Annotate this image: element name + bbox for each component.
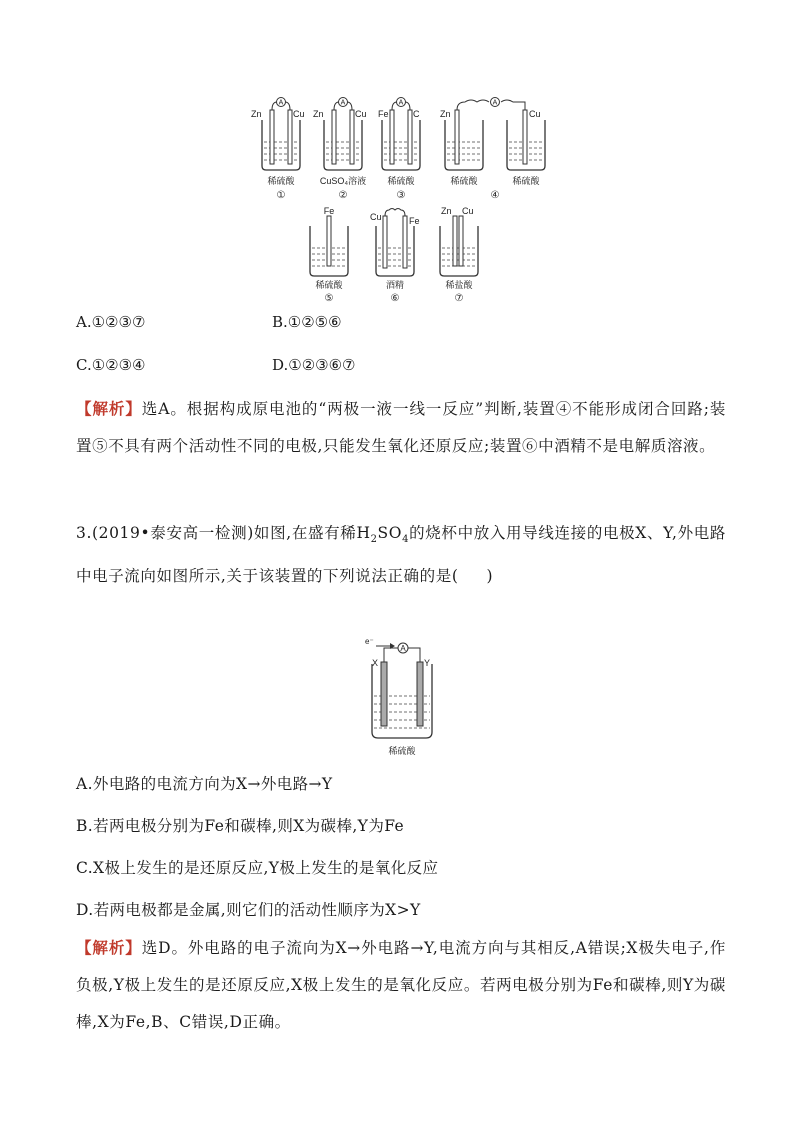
q3-option-c: C.X极上发生的是还原反应,Y极上发生的是氧化反应 [76, 859, 439, 877]
q2-explain-tag: 【解析】 [76, 399, 142, 418]
meter-label-3: A [398, 99, 404, 107]
device-5 [310, 206, 348, 304]
device-num-5: ⑤ [324, 293, 334, 304]
solution-3: 稀硫酸 [387, 176, 415, 186]
device-7 [440, 206, 478, 304]
electrode-1b: Cu [293, 109, 305, 119]
solution-6: 酒精 [385, 280, 405, 290]
q3-stem-c: 的烧杯中放入用导线连接的电极X、Y,外电路中电子流向如图所示,关于该装置的下列说法正确的是( [76, 524, 726, 586]
q2-option-c: C.①②③④ [76, 356, 146, 374]
electrode-2a: Zn [313, 109, 324, 119]
devices-diagram [240, 96, 560, 304]
q2-option-a: A.①②③⑦ [76, 313, 146, 331]
q3-stem-b: SO [377, 524, 403, 542]
q3-stem-sub1: 2 [370, 534, 378, 546]
solution-4a: 稀硫酸 [450, 176, 478, 186]
electrode-4a: Zn [440, 109, 451, 119]
devices-figure [240, 96, 560, 304]
electrode-6a: Cu [370, 212, 382, 222]
solution-5: 稀硫酸 [315, 280, 343, 290]
device-3 [378, 98, 420, 202]
electrode-7b: Cu [462, 206, 474, 216]
electrode-4b: Cu [529, 109, 541, 119]
electrode-3a: Fe [378, 109, 389, 119]
q3-explain-tag: 【解析】 [76, 938, 142, 957]
electrode-5a: Fe [323, 206, 335, 216]
q3-explain-text: 选D。外电路的电子流向为X→外电路→Y,电流方向与其相反,A错误;X极失电子,作负极,Y极上发生的是还原反应,X极上发生的是氧化反应。若两电极分别为Fe和碳棒,则Y为碳棒,X为Fe,B、C错误,D正确。 [76, 939, 726, 1031]
q3-cell-diagram [362, 634, 442, 764]
device-num-4: ④ [490, 190, 500, 201]
device-num-3: ③ [396, 190, 406, 201]
device-num-7: ⑦ [454, 293, 464, 304]
q3-explanation [76, 929, 726, 1041]
q3-electron-label: e⁻ [365, 637, 374, 646]
meter-label-2: A [340, 99, 346, 107]
q3-stem-d: ) [486, 567, 494, 586]
q3-option-a: A.外电路的电流方向为X→外电路→Y [76, 775, 333, 793]
q3-stem-a: 3.(2019•泰安高一检测)如图,在盛有稀H [76, 524, 371, 542]
electrode-1a: Zn [251, 109, 262, 119]
q3-meter-label: A [400, 644, 406, 653]
meter-label-1: A [278, 99, 284, 107]
q3-solution-label: 稀硫酸 [388, 746, 416, 756]
q3-stem [76, 515, 726, 595]
q3-stem-sub2: 4 [402, 534, 410, 546]
electrode-3b: C [413, 109, 420, 119]
q3-figure [362, 634, 442, 764]
q3-option-b: B.若两电极分别为Fe和碳棒,则X为碳棒,Y为Fe [76, 817, 405, 835]
device-1 [251, 98, 305, 202]
device-6 [370, 209, 420, 305]
q3-electrode-x: X [372, 658, 379, 668]
meter-label-4: A [492, 99, 498, 107]
device-4 [440, 98, 545, 202]
q2-option-d: D.①②③⑥⑦ [272, 356, 356, 374]
q3-electrode-y: Y [424, 658, 431, 668]
electrode-6b: Fe [409, 216, 420, 226]
q2-explanation [76, 390, 726, 465]
q3-option-d: D.若两电极都是金属,则它们的活动性顺序为X>Y [76, 901, 421, 919]
q2-explain-text: 选A。根据构成原电池的“两极一液一线一反应”判断,装置④不能形成闭合回路;装置⑤不具有两个活动性不同的电极,只能发生氧化还原反应;装置⑥中酒精不是电解质溶液。 [76, 400, 726, 455]
electrode-2b: Cu [355, 109, 367, 119]
device-num-1: ① [276, 190, 286, 201]
solution-4b: 稀硫酸 [512, 176, 540, 186]
device-2 [313, 98, 367, 202]
solution-1: 稀硫酸 [267, 176, 295, 186]
solution-7: 稀盐酸 [445, 280, 473, 290]
device-num-2: ② [338, 190, 348, 201]
electrode-7a: Zn [441, 206, 452, 216]
device-num-6: ⑥ [390, 293, 400, 304]
q2-option-b: B.①②⑤⑥ [272, 313, 342, 331]
solution-2: CuSO₄溶液 [319, 176, 367, 186]
